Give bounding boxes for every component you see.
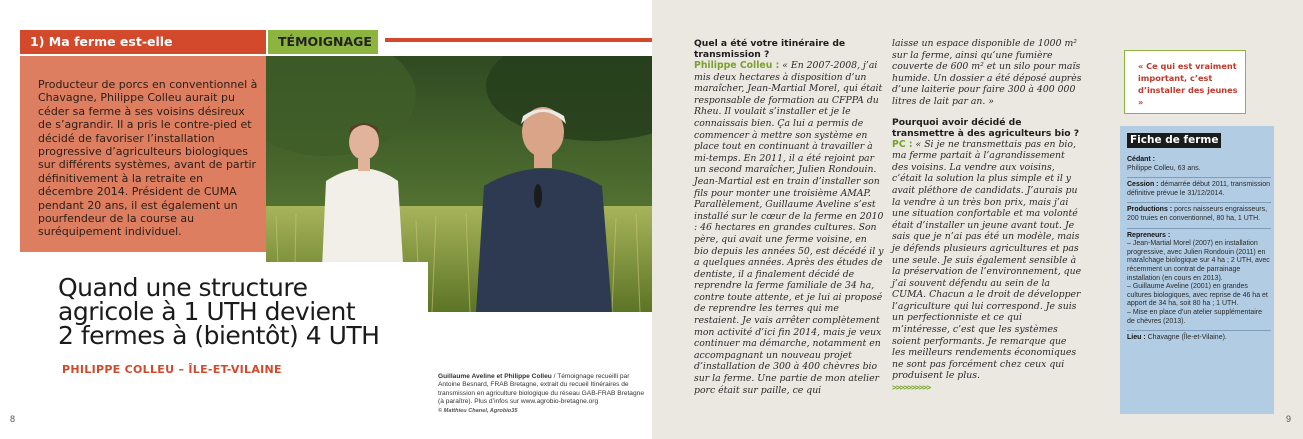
header-rule xyxy=(385,38,652,42)
question-1: Quel a été votre itinéraire de transmission ? xyxy=(694,38,846,60)
continue-arrows: >>>>>>>>>> xyxy=(892,383,931,393)
page-number-right: 9 xyxy=(1286,414,1292,424)
intro-text: Producteur de porcs en conventionnel à Chavagne, Philippe Colleu aurait pu céder sa ferme à ses voisins désireux de s’agrandir. Il a pris le contre-pied et décidé de favoriser l’installation progressive d’agriculteurs biologiques sur différents systèmes, avant de partir définitivement à la retraite en décembre 2014. Président de CUMA pendant 20 ans, il est également un pourfendeur de la course au suréquipement individuel. xyxy=(38,78,258,239)
answer-2-text: « Si je ne transmettais pas en bio, ma ferme partait à l’agrandissement des voisins. La vendre aux voisins, c’était la solution la plus simple et il y avait pléthore de candidats. J’aurais pu la vendre à un très bon prix, mais j’ai une situation confortable et ma volonté était d’installer un jeune avant tout. Je sais que je n’ai pas été un modèle, mais je défends plusieurs agricultures et pas une seule. Je suis également sensible à la préservation de l’environnement, que j’ai souvent défendu au sein de la CUMA. Chacun a le droit de développer l’agriculture qui lui correspond. Je suis un perfectionniste et ce qui m’intéresse, c’est que les systèmes soient performants. Je remarque que les meilleurs rendements économiques ne sont pas forcément chez ceux qui produisent le plus. xyxy=(892,138,1082,382)
lieu-label: Lieu : xyxy=(1127,334,1146,342)
lieu-value: Chavagne (Île-et-Vilaine). xyxy=(1145,334,1227,342)
section-header: 1) Ma ferme est-elle xyxy=(20,30,266,54)
repreneur-1: – Jean-Martial Morel (2007) en installation progressive, avec Julien Rondouin (2011) en maraîchage biologique sur 4 ha ; 2 UTH, avec récemment un contrat de parrainage installation (en cours en 2013). xyxy=(1127,240,1270,282)
repreneurs-row xyxy=(1127,232,1271,327)
cedant-row xyxy=(1127,156,1271,173)
byline: PHILIPPE COLLEU – ÎLE-ET-VILAINE xyxy=(62,363,282,376)
productions-label: Productions : xyxy=(1127,206,1173,214)
cedant-value: Philippe Colleu, 63 ans. xyxy=(1127,164,1201,172)
answer-2 xyxy=(892,139,1082,382)
cedant-label: Cédant : xyxy=(1127,156,1155,163)
answer-1-text: « En 2007-2008, j’ai mis deux hectares à disposition d’un maraîcher, Jean-Martial Morel, qui était responsable de formation au CFPPA du Rheu. Il voulait s’installer et je le connaissais bien. Ça lui a permis de commencer à mettre son système en place tout en continuant à travailler à mi-temps. En 2011, il a été rejoint par un second maraîcher, Julien Rondouin. Jean-Martial est en train d’installer son fils pour monter une troisième AMAP. Parallèlement, Guillaume Aveline s’est installé sur le cœur de la ferme en 2010 : 46 hectares en grandes cultures. Son père, qui avait une ferme voisine, en bio depuis les années 50, est décédé il y a quelques années. Après des études de dentiste, il a finalement décidé de reprendre la ferme familiale de 34 ha, contre toute attente, et je lui ai proposé de reprendre les terres qui me restaient. Je vais arrêter complètement mon activité d’ici fin 2014, mais je veux continuer ma démarche, notamment en accompagnant un nouveau projet d’installation de 300 à 400 chèvres bio sur la ferme. Une partie de mon atelier porc était sur paille, ce qui xyxy=(694,60,884,396)
title-line-1: Quand une structure xyxy=(58,273,308,302)
speaker-label-2: PC : xyxy=(892,138,913,150)
article-column-2 xyxy=(892,38,1082,394)
divider xyxy=(1127,228,1271,229)
article-title xyxy=(58,273,428,350)
lieu-row xyxy=(1127,334,1271,343)
caption-text: / Témoignage recueilli par Antoine Besnard, FRAB Bretagne, extrait du recueil Itinéraires de transmission en agriculture biologique du réseau GAB-FRAB Bretagne (à paraître). Plus d’infos sur www.agrobio-bretagne.org xyxy=(438,373,644,406)
photo-caption xyxy=(438,373,648,415)
farm-sheet-body xyxy=(1127,156,1271,343)
answer-1-continued: laisse un espace disponible de 1000 m² sur la ferme, ainsi qu’une fumière couverte de 600 m² et un silo pour maïs humide. Un dossier a été déposé auprès d’une laiterie pour faire 300 à 400 000 litres de lait par an. » xyxy=(892,38,1082,107)
pull-quote: « Ce qui est vraiment important, c’est d’installer des jeunes » xyxy=(1138,61,1238,107)
repreneur-3: – Mise en place d’un atelier supplémentaire de chèvres (2013). xyxy=(1127,308,1263,325)
answer-1 xyxy=(694,60,884,396)
productions-value: porcs naisseurs engraisseurs, 200 truies en conventionnel, 80 ha, 1 UTH. xyxy=(1127,206,1268,222)
divider xyxy=(1127,202,1271,203)
productions-row xyxy=(1127,206,1271,223)
page-number-left: 8 xyxy=(10,414,16,424)
testimony-tag: TÉMOIGNAGE xyxy=(268,30,378,54)
divider xyxy=(1127,177,1271,178)
divider xyxy=(1127,330,1271,331)
article-column-1 xyxy=(694,38,884,396)
cession-label: Cession : xyxy=(1127,181,1159,189)
photo-credit: © Matthieu Chanel, Agrobio35 xyxy=(438,407,518,414)
title-line-2: agricole à 1 UTH devient xyxy=(58,297,356,326)
farm-sheet-title: Fiche de ferme xyxy=(1127,133,1221,148)
caption-names: Guillaume Aveline et Philippe Colleu xyxy=(438,373,552,380)
title-line-3: 2 fermes à (bientôt) 4 UTH xyxy=(58,321,380,350)
repreneurs-label: Repreneurs : xyxy=(1127,231,1171,239)
repreneur-2: – Guillaume Aveline (2001) en grandes cultures biologiques, avec reprise de 46 ha et apport de 34 ha, soit 80 ha ; 1 UTH. xyxy=(1127,283,1268,308)
question-2: Pourquoi avoir décidé de transmettre à des agriculteurs bio ? xyxy=(892,116,1080,139)
speaker-label: Philippe Colleu : xyxy=(694,60,780,71)
cession-row xyxy=(1127,181,1271,198)
cession-value: démarrée début 2011, transmission définitive prévue le 31/12/2014. xyxy=(1127,181,1271,197)
